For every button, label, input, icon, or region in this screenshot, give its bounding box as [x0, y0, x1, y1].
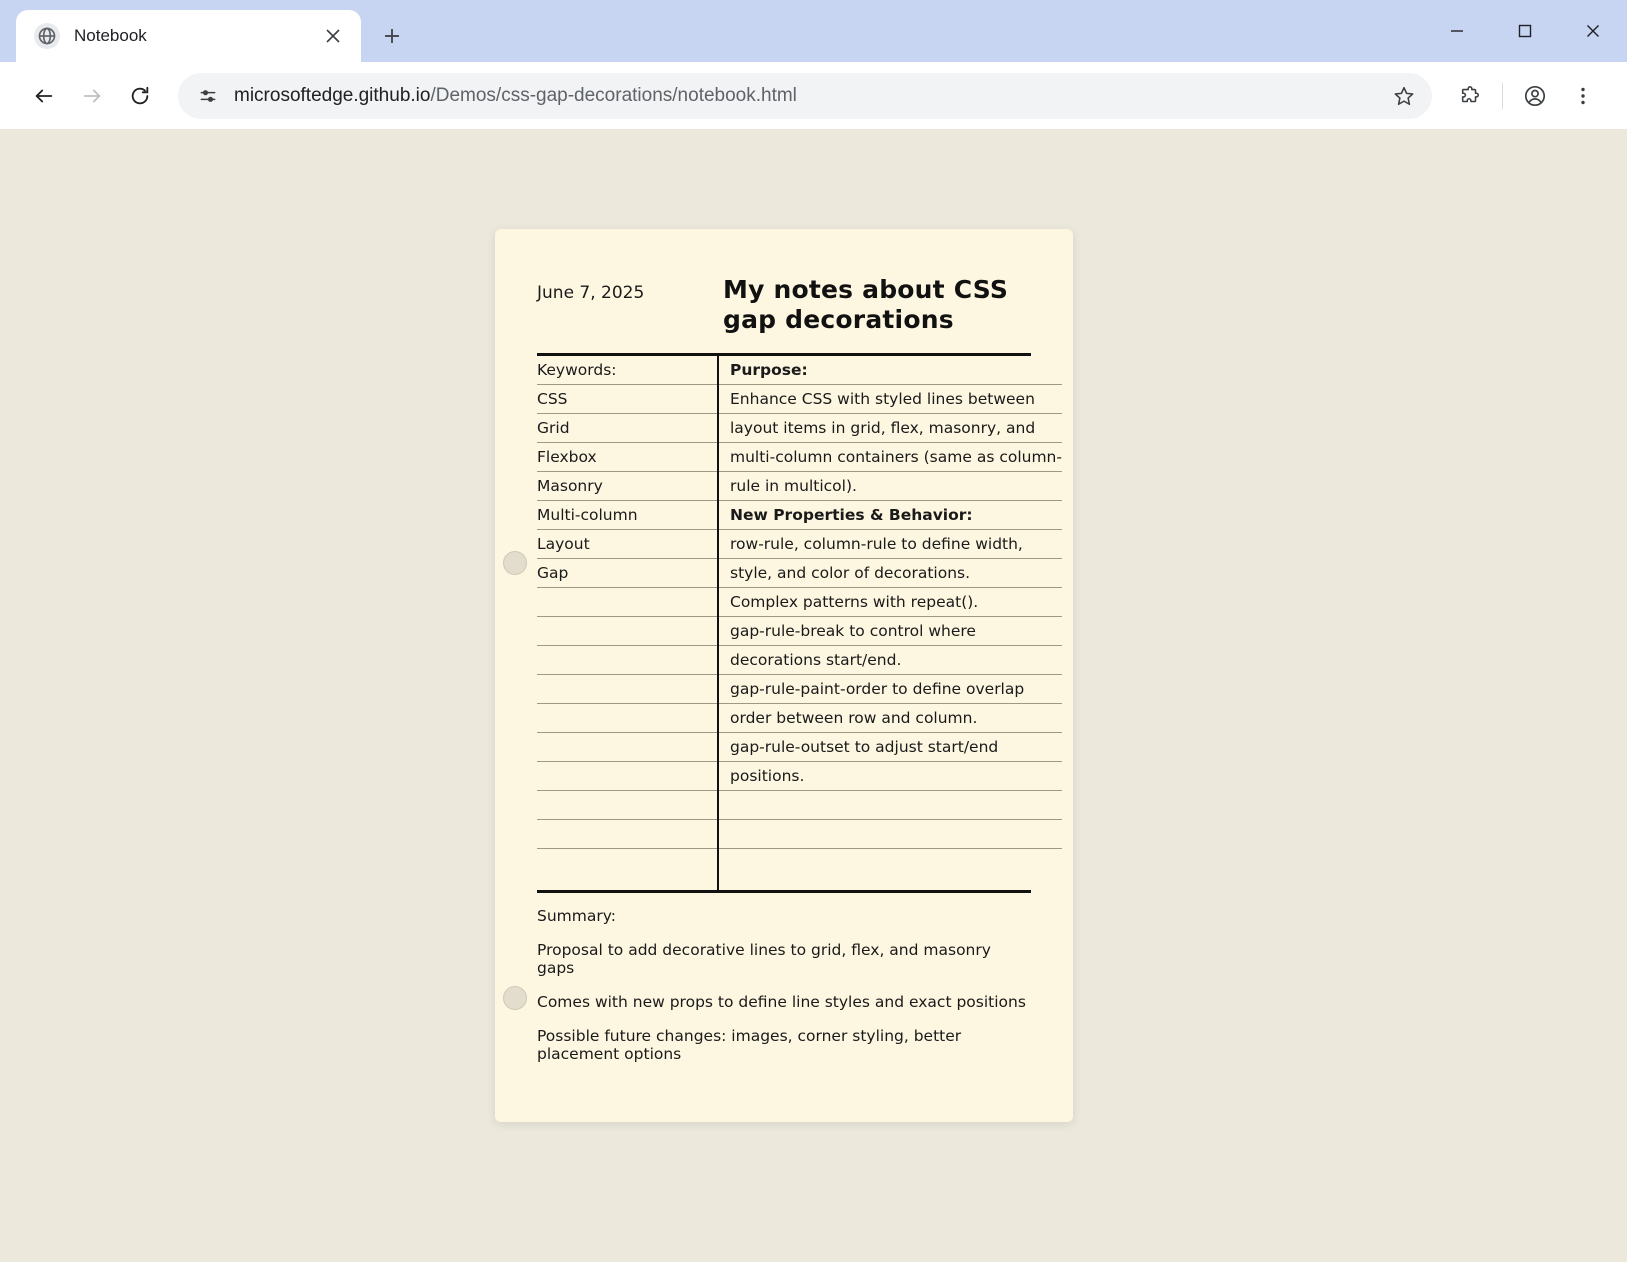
keyword-item: Multi-column: [537, 501, 717, 530]
keyword-item: CSS: [537, 385, 717, 414]
note-line: decorations start/end.: [717, 646, 1062, 675]
notebook-header: [537, 261, 1031, 353]
keyword-item: Gap: [537, 559, 717, 588]
note-line: positions.: [717, 762, 1062, 791]
keyword-item: Layout: [537, 530, 717, 559]
empty-line: [537, 791, 717, 820]
notebook-page: [495, 229, 1073, 1122]
page-title: My notes about CSS gap decorations: [723, 275, 1009, 334]
note-line: Complex patterns with repeat().: [717, 588, 1062, 617]
empty-line: [537, 617, 717, 646]
note-line: rule in multicol).: [717, 472, 1062, 501]
keywords-header: Keywords:: [537, 356, 717, 385]
note-line: order between row and column.: [717, 704, 1062, 733]
empty-line: [717, 849, 1062, 878]
empty-line: [717, 791, 1062, 820]
purpose-column: [717, 356, 1062, 890]
empty-line: [537, 733, 717, 762]
note-line: Enhance CSS with styled lines between: [717, 385, 1062, 414]
tab-close-icon[interactable]: [319, 22, 347, 50]
new-tab-button[interactable]: [373, 17, 411, 55]
url-domain: microsoftedge.github.io: [234, 84, 431, 106]
note-line: gap-rule-outset to adjust start/end: [717, 733, 1062, 762]
close-window-button[interactable]: [1559, 0, 1627, 62]
tab-title: Notebook: [74, 26, 147, 45]
summary-line: Possible future changes: images, corner styling, better placement options: [537, 1027, 962, 1063]
page-viewport: [0, 129, 1627, 1262]
column-rule-divider: [717, 356, 719, 890]
note-line: style, and color of decorations.: [717, 559, 1062, 588]
minimize-button[interactable]: [1423, 0, 1491, 62]
profile-avatar-icon[interactable]: [1513, 74, 1557, 118]
tab-strip: [0, 0, 1627, 62]
tab-notebook[interactable]: [16, 10, 361, 62]
reload-button[interactable]: [118, 74, 162, 118]
window-controls: [1423, 0, 1627, 62]
forward-button[interactable]: [70, 74, 114, 118]
maximize-button[interactable]: [1491, 0, 1559, 62]
note-line: row-rule, column-rule to define width,: [717, 530, 1062, 559]
binder-hole: [503, 986, 527, 1010]
toolbar-divider: [1502, 83, 1503, 109]
site-info-icon[interactable]: [192, 80, 224, 112]
empty-line: [537, 646, 717, 675]
keyword-item: Flexbox: [537, 443, 717, 472]
empty-line: [717, 820, 1062, 849]
purpose-header: Purpose:: [717, 356, 1062, 385]
keyword-item: Grid: [537, 414, 717, 443]
note-line: multi-column containers (same as column-: [717, 443, 1062, 472]
summary-label: Summary:: [537, 907, 616, 925]
extensions-icon[interactable]: [1448, 74, 1492, 118]
browser-menu-icon[interactable]: [1561, 74, 1605, 118]
empty-line: [537, 588, 717, 617]
globe-icon: [34, 23, 60, 49]
summary-line: Proposal to add decorative lines to grid, flex, and masonry gaps: [537, 941, 991, 977]
notes-grid: [537, 353, 1062, 893]
browser-toolbar: [0, 62, 1627, 129]
keywords-column: [537, 356, 717, 890]
binder-hole: [503, 551, 527, 575]
note-subheading: New Properties & Behavior:: [717, 501, 1062, 530]
summary-section: [537, 893, 1031, 1063]
url-path: /Demos/css-gap-decorations/notebook.html: [430, 84, 797, 106]
back-button[interactable]: [22, 74, 66, 118]
note-line: gap-rule-paint-order to define overlap: [717, 675, 1062, 704]
empty-line: [537, 675, 717, 704]
empty-line: [537, 849, 717, 878]
address-bar[interactable]: [178, 73, 1432, 119]
note-line: gap-rule-break to control where: [717, 617, 1062, 646]
note-date: June 7, 2025: [537, 283, 645, 303]
empty-line: [537, 704, 717, 733]
note-line: layout items in grid, flex, masonry, and: [717, 414, 1062, 443]
summary-line: Comes with new props to define line styles and exact positions: [537, 993, 1026, 1011]
empty-line: [537, 820, 717, 849]
bookmark-star-icon[interactable]: [1386, 78, 1422, 114]
keyword-item: Masonry: [537, 472, 717, 501]
url-text[interactable]: [234, 85, 1376, 107]
empty-line: [537, 762, 717, 791]
